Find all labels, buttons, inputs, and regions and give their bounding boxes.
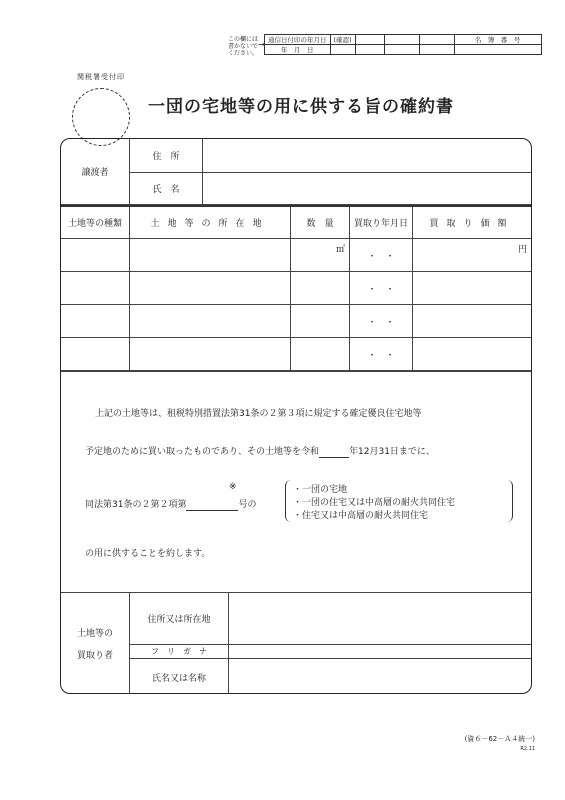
col-header-location: 土地等の所在地: [130, 206, 291, 239]
date-cell[interactable]: ・ ・: [350, 338, 413, 371]
date-cell[interactable]: ・ ・: [350, 272, 413, 305]
land-table: [61, 205, 531, 372]
quantity-cell[interactable]: [291, 239, 350, 272]
col-header-quantity: 数 量: [291, 206, 350, 239]
seal-label: 関税署受付印: [77, 73, 125, 81]
transferor-address-label: 住 所: [130, 139, 203, 172]
buyer-name-field[interactable]: [229, 659, 532, 695]
price-cell[interactable]: [413, 338, 532, 371]
table-row: [61, 272, 531, 305]
statement-line-1: 上記の土地等は、租税特別措置法第31条の２第３項に規定する確定優良住宅地等: [95, 409, 422, 419]
col-header-type: 土地等の種類: [61, 206, 130, 239]
quantity-cell[interactable]: [291, 272, 350, 305]
buyer-name-label: 氏名又は名称: [130, 659, 229, 695]
option-item[interactable]: ・一団の住宅又は中高層の耐火共同住宅: [293, 498, 456, 508]
price-cell[interactable]: [413, 272, 532, 305]
unit-yen: 円: [517, 245, 527, 255]
table-row: [61, 338, 531, 371]
date-label: 通信日付印の年月日: [265, 35, 331, 45]
option-item[interactable]: ・一団の宅地: [293, 485, 348, 495]
page-title: 一団の宅地等の用に供する旨の確約書: [148, 97, 454, 117]
statement-line-4: の用に供することを約します。: [85, 549, 211, 559]
date-cell[interactable]: ・ ・: [350, 239, 413, 272]
date-cell[interactable]: ・ ・: [350, 305, 413, 338]
col-header-price: 買取り価額: [413, 206, 532, 239]
year-field[interactable]: [319, 447, 349, 458]
transferor-name-field[interactable]: [203, 172, 532, 204]
arrow-right-icon: →: [258, 40, 265, 49]
statement-line-2: 予定地のために買い取ったものであり、その土地等を令和 年12月31日までに、: [85, 447, 435, 457]
table-row: [61, 305, 531, 338]
name-register-field[interactable]: [454, 45, 541, 55]
unit-area: ㎡: [335, 245, 345, 255]
options-bracket: [285, 480, 513, 522]
table-row: [61, 239, 531, 272]
transferor-address-field[interactable]: [203, 139, 532, 172]
buyer-address-field[interactable]: [229, 593, 532, 645]
transferor-table: [61, 139, 531, 205]
quantity-cell[interactable]: [291, 338, 350, 371]
buyer-furigana-field[interactable]: [229, 645, 532, 659]
price-cell[interactable]: [413, 239, 532, 272]
item-number-field[interactable]: [186, 500, 238, 511]
price-cell[interactable]: [413, 305, 532, 338]
name-register-label: 名 簿 番 号: [454, 35, 541, 45]
col-header-purchase-date: 買取り年月日: [350, 206, 413, 239]
type-cell[interactable]: [61, 338, 130, 371]
office-use-box: [264, 34, 542, 55]
option-item[interactable]: ・住宅又は中高層の耐火共同住宅: [293, 511, 429, 521]
note-mark: ※: [229, 482, 237, 492]
form-code: (資６－62－Ａ４統一): [464, 735, 535, 743]
quantity-cell[interactable]: [291, 305, 350, 338]
type-cell[interactable]: [61, 305, 130, 338]
type-cell[interactable]: [61, 239, 130, 272]
transferor-label: 譲渡者: [61, 139, 130, 204]
location-cell[interactable]: [130, 239, 291, 272]
buyer-furigana-label: フ リ ガ ナ: [130, 645, 229, 659]
revision: R2.11: [520, 746, 535, 752]
location-cell[interactable]: [130, 338, 291, 371]
do-not-write-note: この欄には書かないでください。: [227, 36, 258, 57]
statement-line-3: 同法第31条の２第２項第 号の: [85, 500, 257, 510]
location-cell[interactable]: [130, 305, 291, 338]
buyer-address-label: 住所又は所在地: [130, 593, 229, 645]
confirm-label: (確認): [330, 35, 355, 45]
buyer-label: 土地等の 買取り者: [61, 593, 130, 695]
buyer-table: [61, 592, 531, 694]
main-form-frame: [60, 138, 532, 694]
transferor-name-label: 氏 名: [130, 172, 203, 204]
location-cell[interactable]: [130, 272, 291, 305]
year-month-day: 年 月 日: [265, 45, 331, 55]
statement-area: [61, 371, 531, 592]
type-cell[interactable]: [61, 272, 130, 305]
